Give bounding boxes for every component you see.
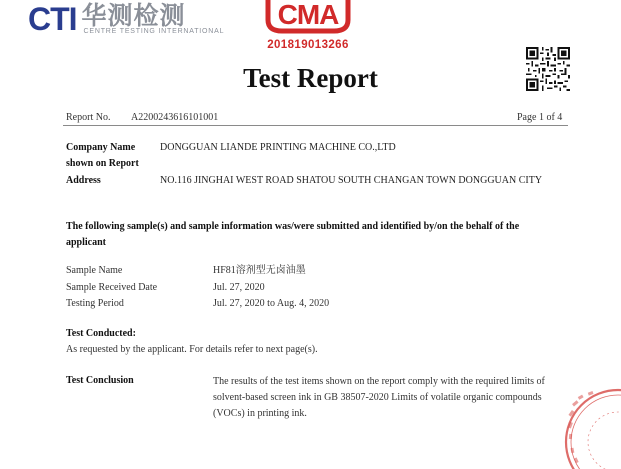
company-name-value: DONGGUAN LIANDE PRINTING MACHINE CO.,LTD [160,142,396,153]
test-conclusion-text: The results of the test items shown on the report comply with the required limits of solvent-based screen ink in GB 38507-2020 Limits of volatile organic compounds (VOCs) in printing ink. [213,376,545,419]
cti-logo-chinese: 华测检测 [81,1,186,30]
test-conclusion-label: Test Conclusion [66,375,134,386]
cti-logo-mark: CTI [28,1,77,37]
cti-logo [28,2,224,38]
cma-logo-text: CMA [277,0,339,30]
report-title: Test Report [243,63,378,93]
testing-period-value: Jul. 27, 2020 to Aug. 4, 2020 [213,298,330,309]
testing-period-label: Testing Period [66,298,124,309]
page-info: Page 1 of 4 [517,112,563,123]
address-label: Address [66,175,101,186]
sample-received-label: Sample Received Date [66,282,158,293]
cma-logo-icon [262,0,354,34]
test-conducted-title: Test Conducted: [66,328,136,339]
sample-received-value: Jul. 27, 2020 [213,282,265,293]
red-seal-icon [558,372,621,469]
report-number-value: A2200243616101001 [131,112,219,123]
address-value: NO.116 JINGHAI WEST ROAD SHATOU SOUTH CHANGAN TOWN DONGGUAN CITY [160,175,543,186]
company-name-label: Company Name shown on Report [66,142,139,169]
header-divider [63,125,568,126]
cma-number: 201819013266 [267,39,349,51]
cti-logo-english: CENTRE TESTING INTERNATIONAL [83,28,225,35]
report-number-label: Report No. [66,112,111,123]
sample-name-label: Sample Name [66,265,123,276]
sample-name-value: HF81溶剂型无卤油墨 [213,265,306,276]
test-conducted-text: As requested by the applicant. For details refer to next page(s). [66,344,318,355]
sample-statement: The following sample(s) and sample information was/were submitted and identified by/on the behalf of the applicant [66,221,520,248]
